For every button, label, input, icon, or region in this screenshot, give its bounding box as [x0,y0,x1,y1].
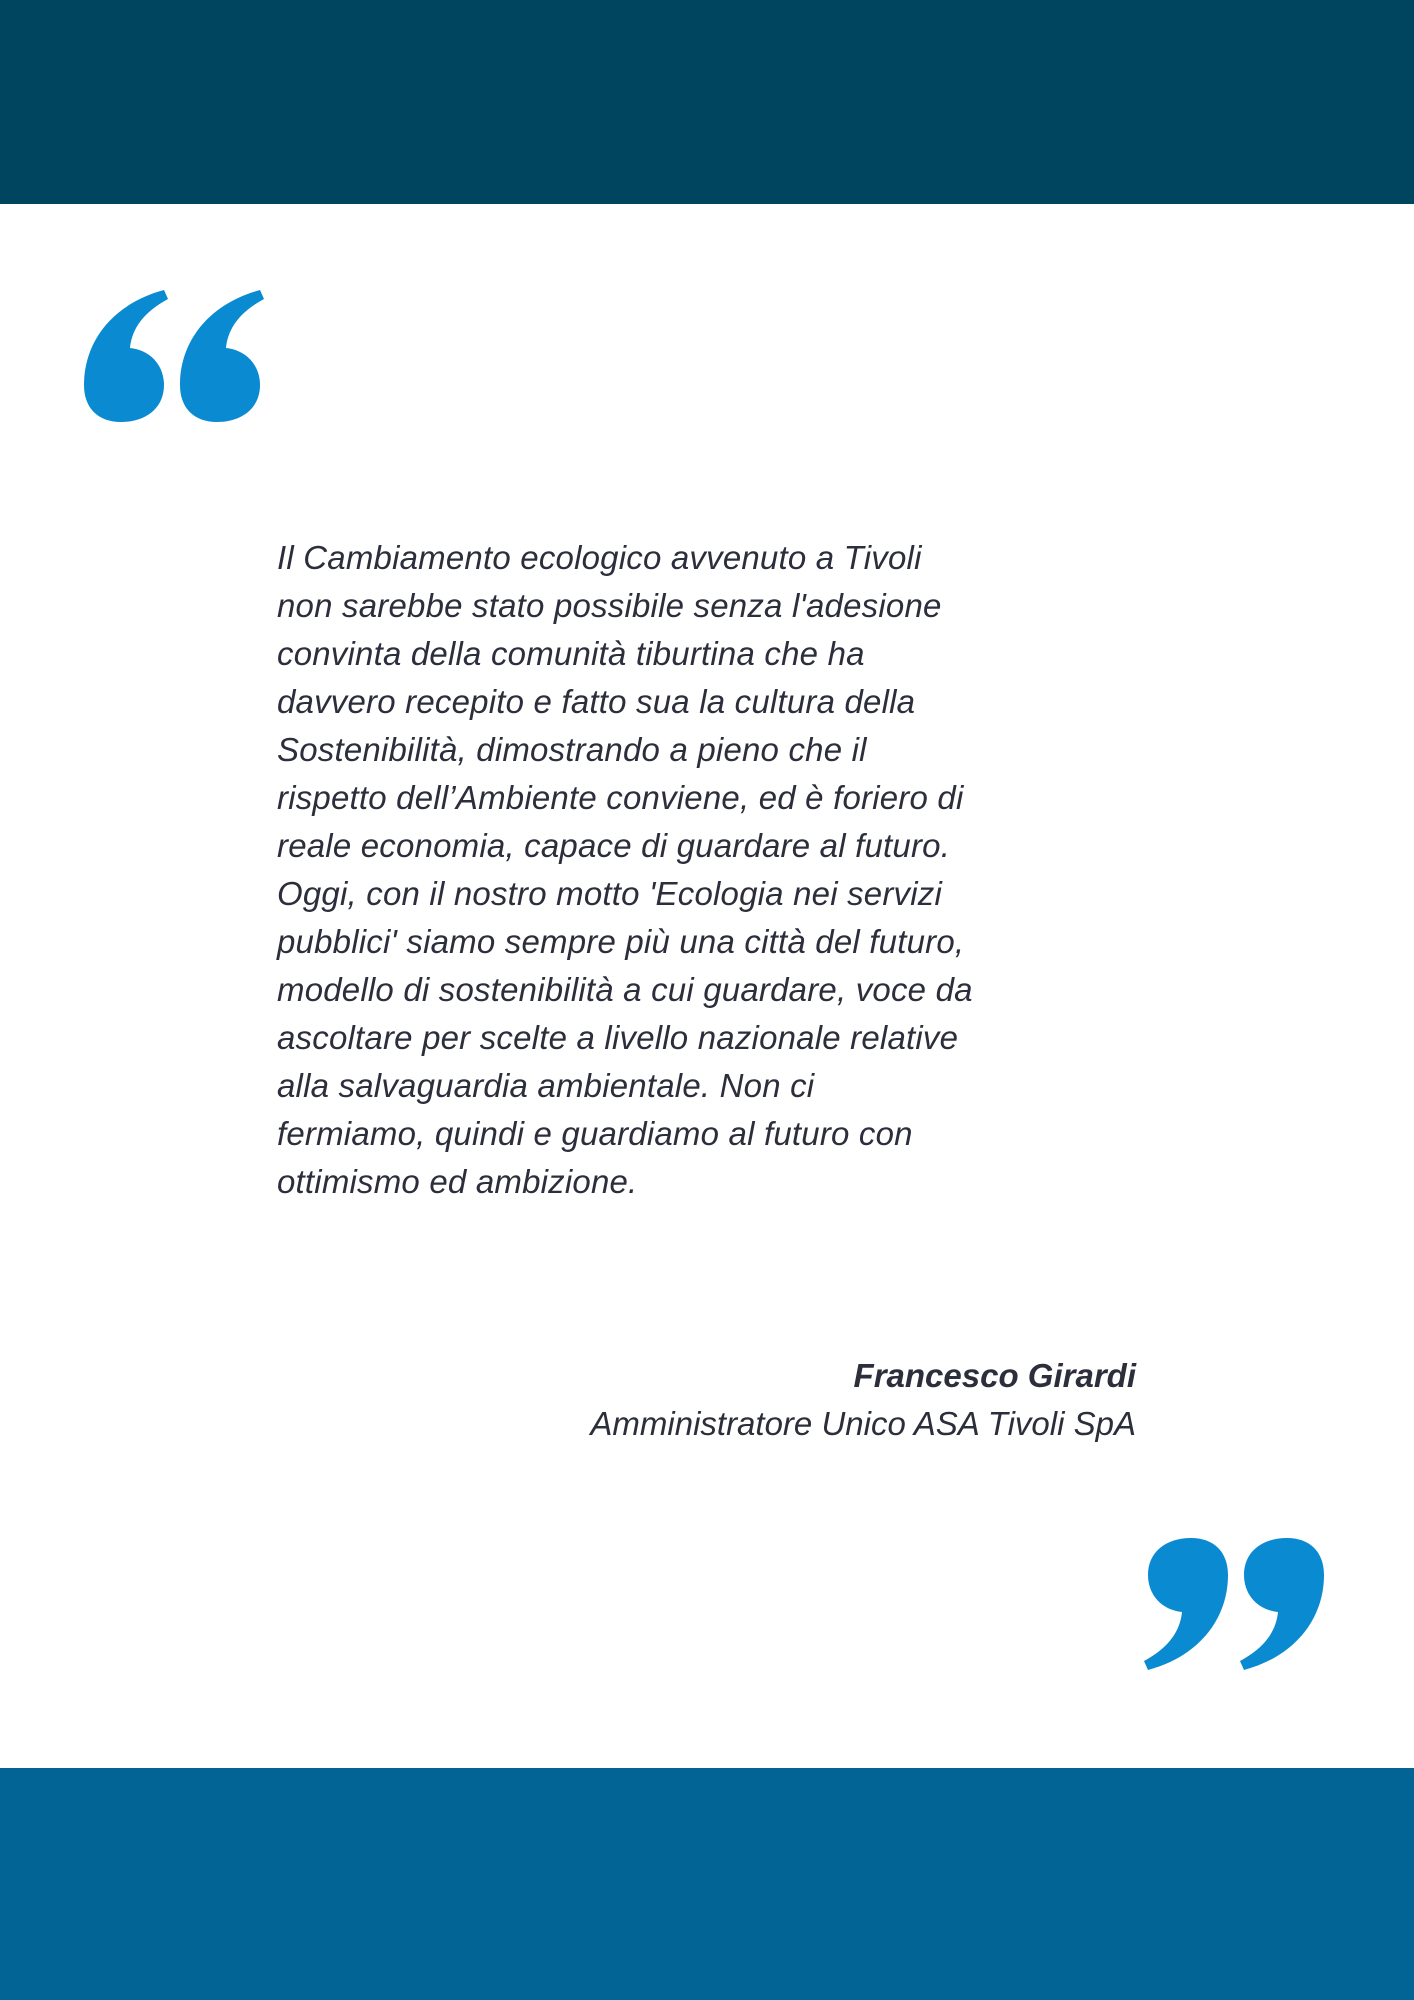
author-name: Francesco Girardi [853,1357,1136,1394]
quote-line: ottimismo ed ambizione. [277,1163,638,1200]
quote-line: Il Cambiamento ecologico avvenuto a Tivoli [277,539,922,576]
close-quote-icon [1134,1538,1324,1670]
quote-text [277,534,1157,1206]
quote-line: convinta della comunità tiburtina che ha [277,635,865,672]
footer-band [0,1768,1414,2000]
quote-line: rispetto dell’Ambiente conviene, ed è foriero di [277,779,964,816]
quote-line: modello di sostenibilità a cui guardare, voce da [277,971,973,1008]
quote-line: alla salvaguardia ambientale. Non ci [277,1067,815,1104]
quote-line: davvero recepito e fatto sua la cultura della [277,683,916,720]
quote-line: reale economia, capace di guardare al futuro. [277,827,951,864]
quote-line: ascoltare per scelte a livello nazionale relative [277,1019,959,1056]
open-quote-icon [84,290,274,422]
quote-line: Oggi, con il nostro motto 'Ecologia nei servizi [277,875,943,912]
quote-line: pubblici' siamo sempre più una città del futuro, [277,923,965,960]
quote-line: non sarebbe stato possibile senza l'adesione [277,587,942,624]
quote-line: Sostenibilità, dimostrando a pieno che il [277,731,867,768]
author-role: Amministratore Unico ASA Tivoli SpA [590,1405,1136,1442]
header-band [0,0,1414,204]
attribution [380,1352,1136,1448]
quote-line: fermiamo, quindi e guardiamo al futuro con [277,1115,913,1152]
